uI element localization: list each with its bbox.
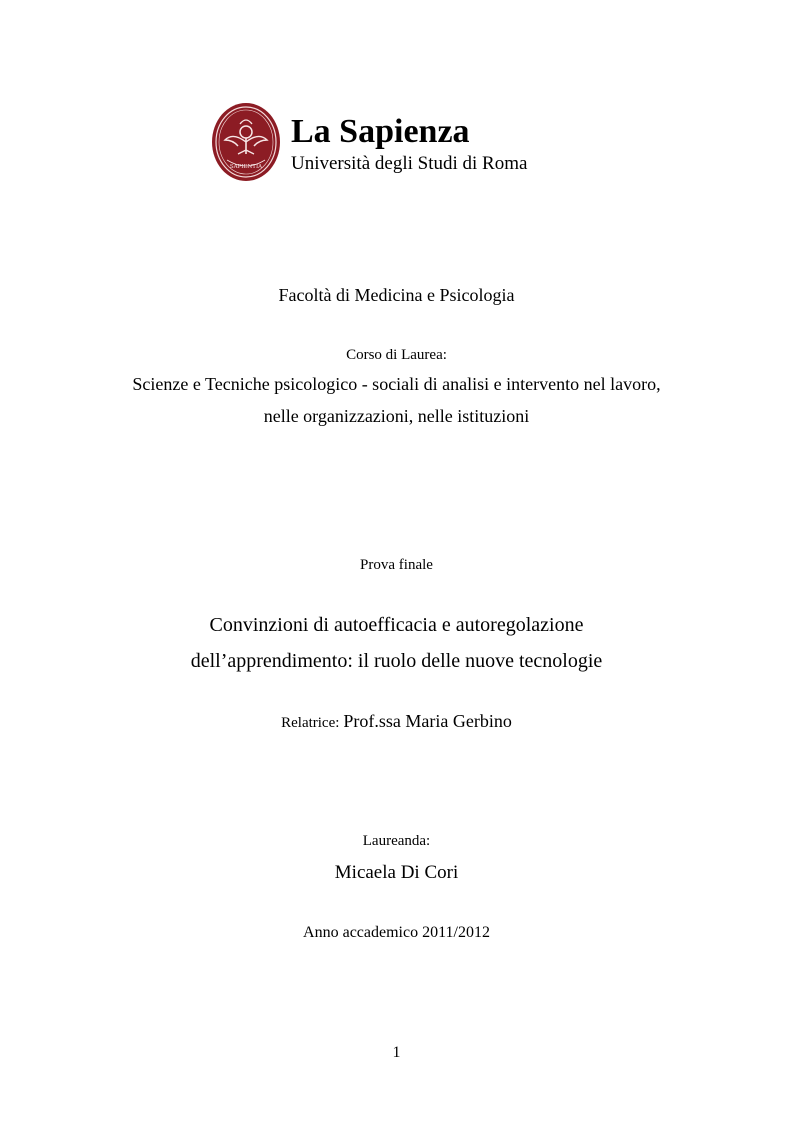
sapienza-seal-icon [211, 102, 281, 182]
university-subtitle: Università degli Studi di Roma [291, 153, 528, 174]
supervisor [0, 711, 793, 732]
page-number: 1 [392, 1044, 401, 1061]
thesis-type: Prova finale [360, 557, 433, 573]
course-name-line-1: Scienze e Tecniche psicologico - sociali di analisi e intervento nel lavoro, [132, 374, 661, 394]
academic-year: Anno accademico 2011/2012 [303, 924, 490, 941]
supervisor-name: Prof.ssa Maria Gerbino [343, 711, 512, 731]
course-name-line-2: nelle organizzazioni, nelle istituzioni [263, 406, 530, 426]
student-label: Laureanda: [362, 833, 431, 849]
university-name: La Sapienza [291, 113, 470, 150]
supervisor-label: Relatrice: [281, 715, 340, 731]
thesis-title-line-1: Convinzioni di autoefficacia e autoregolazione [209, 614, 584, 636]
course-label: Corso di Laurea: [346, 347, 447, 363]
faculty-name: Facoltà di Medicina e Psicologia [278, 285, 515, 305]
thesis-title-line-2: dell’apprendimento: il ruolo delle nuove tecnologie [190, 650, 603, 672]
student-name: Micaela Di Cori [334, 862, 459, 883]
seal-text: SAPIENTIA [229, 164, 263, 170]
